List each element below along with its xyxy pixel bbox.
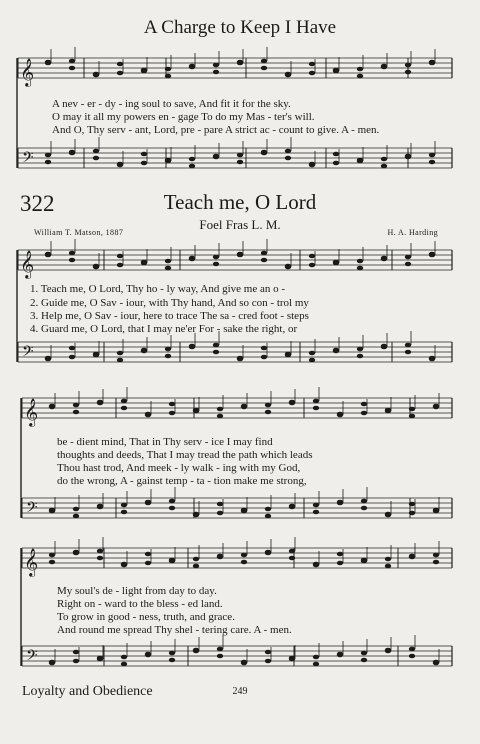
note-head <box>361 411 367 416</box>
note-head <box>189 164 195 169</box>
note-head <box>337 500 343 505</box>
note-head <box>169 651 175 656</box>
note-head <box>261 355 267 360</box>
note-head <box>217 647 223 652</box>
note-head <box>169 402 175 407</box>
note-head <box>165 74 171 79</box>
note-head <box>93 72 99 77</box>
note-head <box>97 549 103 554</box>
note-head <box>337 552 343 557</box>
note-head <box>145 652 151 657</box>
note-head <box>97 400 103 405</box>
note-head <box>189 64 195 69</box>
note-head <box>309 358 315 363</box>
note-head <box>265 410 271 415</box>
verse-line: And round me spread Thy shel - tering care. A - men. <box>57 624 292 636</box>
note-head <box>121 510 127 515</box>
verse-line: 3. Help me, O Sav - iour, here to trace The sa - cred foot - steps <box>30 310 309 322</box>
page-number: 249 <box>232 686 248 697</box>
note-head <box>237 60 243 65</box>
note-head <box>145 412 151 417</box>
note-head <box>361 506 367 511</box>
note-head <box>265 514 271 519</box>
note-head <box>241 660 247 665</box>
note-head <box>285 72 291 77</box>
note-head <box>409 414 415 419</box>
note-head <box>169 411 175 416</box>
note-head <box>361 499 367 504</box>
music-credit: H. A. Harding <box>387 228 438 237</box>
note-head <box>405 255 411 260</box>
note-head <box>45 356 51 361</box>
note-head <box>405 262 411 267</box>
note-head <box>309 351 315 356</box>
note-head <box>381 344 387 349</box>
note-head <box>285 352 291 357</box>
note-head <box>97 504 103 509</box>
note-head <box>265 650 271 655</box>
previous-hymn-lyric-line: And O, Thy serv - ant, Lord, pre - pare A strict ac - count to give. A - men. <box>52 124 380 136</box>
note-head <box>141 152 147 157</box>
note-head <box>409 647 415 652</box>
note-head <box>385 564 391 569</box>
note-head <box>265 659 271 664</box>
note-head <box>121 662 127 667</box>
note-head <box>409 502 415 507</box>
verse-line: Right on - ward to the bless - ed land. <box>57 598 223 610</box>
note-head <box>309 71 315 76</box>
note-head <box>357 266 363 271</box>
note-head <box>265 550 271 555</box>
note-head <box>73 550 79 555</box>
note-head <box>141 161 147 166</box>
note-head <box>241 508 247 513</box>
note-head <box>169 506 175 511</box>
note-head <box>289 400 295 405</box>
note-head <box>285 156 291 161</box>
note-head <box>433 508 439 513</box>
note-head <box>73 514 79 519</box>
note-head <box>237 153 243 158</box>
note-head <box>309 254 315 259</box>
note-head <box>309 162 315 167</box>
note-head <box>333 260 339 265</box>
note-head <box>97 556 103 561</box>
note-head <box>237 252 243 257</box>
section-footer: Loyalty and Obedience <box>22 684 153 699</box>
clef-symbol: 𝄞 <box>20 58 35 86</box>
note-head <box>69 258 75 263</box>
note-head <box>213 343 219 348</box>
note-head <box>357 259 363 264</box>
note-head <box>117 254 123 259</box>
note-head <box>141 348 147 353</box>
note-head <box>313 562 319 567</box>
note-head <box>169 499 175 504</box>
verse-line: 2. Guide me, O Sav - iour, with Thy hand, And so con - trol my <box>30 297 309 309</box>
note-head <box>93 156 99 161</box>
note-head <box>429 356 435 361</box>
note-head <box>93 352 99 357</box>
note-head <box>357 158 363 163</box>
note-head <box>69 251 75 256</box>
note-head <box>405 343 411 348</box>
note-head <box>49 404 55 409</box>
note-head <box>121 406 127 411</box>
note-head <box>361 651 367 656</box>
note-head <box>385 512 391 517</box>
note-head <box>409 511 415 516</box>
note-head <box>117 351 123 356</box>
note-head <box>237 160 243 165</box>
verse-line: 4. Guard me, O Lord, that I may ne'er For - sake the right, or <box>30 323 298 335</box>
note-head <box>313 399 319 404</box>
note-head <box>213 154 219 159</box>
note-head <box>361 558 367 563</box>
verse-line: My soul's de - light from day to day. <box>57 585 217 597</box>
note-head <box>213 262 219 267</box>
note-head <box>309 263 315 268</box>
note-head <box>213 63 219 68</box>
note-head <box>409 407 415 412</box>
note-head <box>141 260 147 265</box>
clef-symbol: 𝄢 <box>26 499 38 520</box>
note-head <box>261 346 267 351</box>
note-head <box>409 654 415 659</box>
verse-line: 1. Teach me, O Lord, Thy ho - ly way, And give me an o - <box>30 283 286 295</box>
clef-symbol: 𝄞 <box>24 398 39 426</box>
note-head <box>97 656 103 661</box>
note-head <box>265 507 271 512</box>
note-head <box>313 655 319 660</box>
note-head <box>361 658 367 663</box>
verse-line: To grow in good - ness, truth, and grace. <box>57 611 235 623</box>
note-head <box>145 500 151 505</box>
note-head <box>241 560 247 565</box>
note-head <box>261 258 267 263</box>
note-head <box>289 656 295 661</box>
clef-symbol: 𝄞 <box>24 548 39 576</box>
note-head <box>69 355 75 360</box>
note-head <box>117 62 123 67</box>
note-head <box>313 662 319 667</box>
note-head <box>69 59 75 64</box>
note-head <box>405 350 411 355</box>
note-head <box>213 350 219 355</box>
note-head <box>237 356 243 361</box>
note-head <box>73 659 79 664</box>
note-head <box>49 553 55 558</box>
note-head <box>241 404 247 409</box>
note-head <box>117 162 123 167</box>
note-head <box>69 66 75 71</box>
note-head <box>429 252 435 257</box>
verse-line: thoughts and deeds, That I may tread the path which leads <box>57 449 313 461</box>
note-head <box>261 66 267 71</box>
note-head <box>73 507 79 512</box>
note-head <box>289 556 295 561</box>
note-head <box>165 354 171 359</box>
note-head <box>165 347 171 352</box>
note-head <box>285 264 291 269</box>
note-head <box>217 502 223 507</box>
note-head <box>121 562 127 567</box>
clef-symbol: 𝄞 <box>20 250 35 278</box>
note-head <box>261 251 267 256</box>
note-head <box>165 67 171 72</box>
note-head <box>405 63 411 68</box>
note-head <box>313 510 319 515</box>
note-head <box>117 358 123 363</box>
previous-hymn-lyric-line: O may it all my powers en - gage To do my Mas - ter's will. <box>52 111 315 123</box>
verse-line: Thou hast trod, And meek - ly walk - ing with my God, <box>57 462 301 474</box>
note-head <box>429 60 435 65</box>
note-head <box>313 503 319 508</box>
note-head <box>333 68 339 73</box>
note-head <box>285 149 291 154</box>
note-head <box>117 263 123 268</box>
note-head <box>45 60 51 65</box>
note-head <box>141 68 147 73</box>
note-head <box>433 660 439 665</box>
note-head <box>333 348 339 353</box>
note-head <box>405 70 411 75</box>
note-head <box>121 503 127 508</box>
note-head <box>337 652 343 657</box>
hymn-number: 322 <box>20 191 55 216</box>
note-head <box>385 648 391 653</box>
clef-symbol: 𝄢 <box>26 647 38 668</box>
note-head <box>337 561 343 566</box>
note-head <box>381 256 387 261</box>
note-head <box>73 403 79 408</box>
note-head <box>73 410 79 415</box>
note-head <box>169 658 175 663</box>
previous-hymn-title: A Charge to Keep I Have <box>143 17 337 38</box>
note-head <box>217 414 223 419</box>
note-head <box>381 164 387 169</box>
note-head <box>217 407 223 412</box>
note-head <box>433 560 439 565</box>
note-head <box>289 549 295 554</box>
note-head <box>189 344 195 349</box>
note-head <box>217 511 223 516</box>
note-head <box>69 346 75 351</box>
tune-name: Foel Fras L. M. <box>199 217 281 232</box>
clef-symbol: 𝄢 <box>22 343 34 364</box>
note-head <box>385 408 391 413</box>
note-head <box>333 152 339 157</box>
note-head <box>145 552 151 557</box>
note-head <box>241 553 247 558</box>
note-head <box>213 70 219 75</box>
note-head <box>165 266 171 271</box>
note-head <box>357 67 363 72</box>
note-head <box>169 558 175 563</box>
note-head <box>121 399 127 404</box>
note-head <box>45 252 51 257</box>
note-head <box>45 153 51 158</box>
note-head <box>189 157 195 162</box>
note-head <box>337 412 343 417</box>
note-head <box>261 59 267 64</box>
note-head <box>429 160 435 165</box>
note-head <box>429 153 435 158</box>
note-head <box>193 557 199 562</box>
note-head <box>165 259 171 264</box>
note-head <box>189 256 195 261</box>
note-head <box>193 408 199 413</box>
clef-symbol: 𝄢 <box>22 149 34 170</box>
note-head <box>405 154 411 159</box>
note-head <box>289 504 295 509</box>
words-credit: William T. Matson, 1887 <box>34 228 124 237</box>
note-head <box>309 62 315 67</box>
note-head <box>213 255 219 260</box>
note-head <box>333 161 339 166</box>
note-head <box>313 406 319 411</box>
note-head <box>381 64 387 69</box>
note-head <box>433 553 439 558</box>
note-head <box>357 347 363 352</box>
previous-hymn-lyric-line: A nev - er - dy - ing soul to save, And fit it for the sky. <box>52 98 291 110</box>
note-head <box>165 158 171 163</box>
note-head <box>49 560 55 565</box>
note-head <box>217 554 223 559</box>
note-head <box>117 71 123 76</box>
note-head <box>433 404 439 409</box>
note-head <box>409 554 415 559</box>
hymn-title: Teach me, O Lord <box>163 190 317 214</box>
note-head <box>49 508 55 513</box>
note-head <box>93 264 99 269</box>
note-head <box>145 561 151 566</box>
note-head <box>361 402 367 407</box>
note-head <box>385 557 391 562</box>
note-head <box>49 660 55 665</box>
note-head <box>121 655 127 660</box>
note-head <box>193 648 199 653</box>
note-head <box>217 654 223 659</box>
note-head <box>357 74 363 79</box>
verse-line: be - dient mind, That in Thy serv - ice I may find <box>57 436 273 448</box>
note-head <box>69 150 75 155</box>
note-head <box>261 150 267 155</box>
note-head <box>45 160 51 165</box>
note-head <box>265 403 271 408</box>
note-head <box>193 512 199 517</box>
note-head <box>73 650 79 655</box>
verse-line: do the wrong, A - gainst temp - ta - tion make me strong, <box>57 475 307 487</box>
note-head <box>357 354 363 359</box>
note-head <box>381 157 387 162</box>
note-head <box>193 564 199 569</box>
note-head <box>93 149 99 154</box>
